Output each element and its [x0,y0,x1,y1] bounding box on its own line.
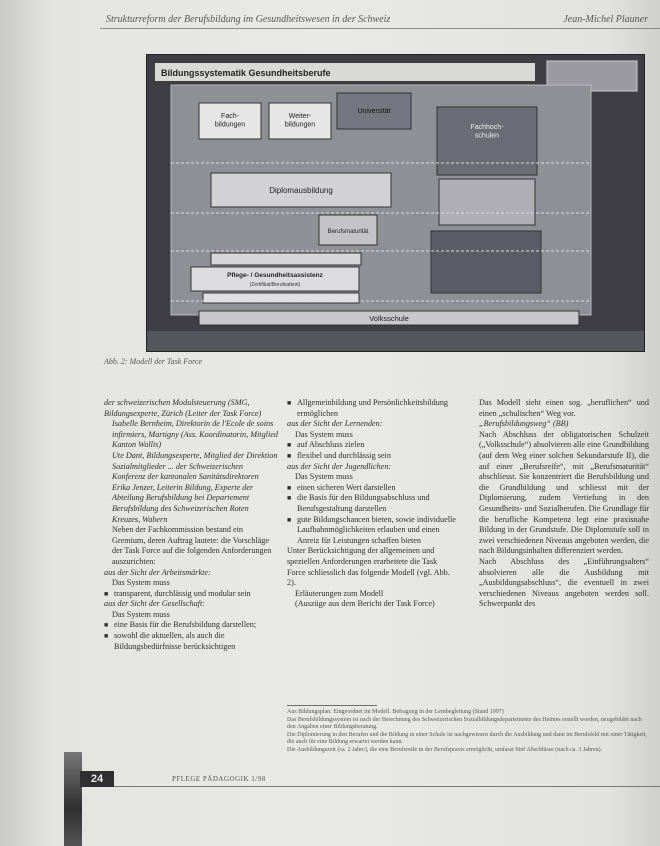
paragraph: (Auszüge aus dem Bericht der Task Force) [295,599,435,609]
box-fachhochschulen [437,107,537,175]
paragraph: ■ einen sicheren Wert darstellen [287,483,457,494]
figure-diagram [147,55,644,351]
text-column-3 [479,398,649,610]
paragraph: aus der Sicht der Jugendlichen: [287,461,392,471]
paragraph: Das System muss [112,578,170,588]
paragraph: Neben der Fachkommission bestand ein Gremium, deren Auftrag lautete: die Vorschläge der Task Force auf die folgenden Anforderungen auszurichten: [112,525,272,566]
paragraph: Das System muss [295,472,353,482]
paragraph: ■ gute Bildungschancen bieten, sowie individuelle Laufbahnmöglichkeiten erlauben und einen Anreiz für Leistungen schaffen bieten [287,515,457,547]
header-rule [100,28,660,29]
running-header-title: Strukturreform der Berufsbildung im Gesundheitswesen in der Schweiz [106,14,391,25]
box-schulischer-weg [431,231,541,293]
paragraph: Das Modell sieht einen sog. „beruflichen“ und einen „schulischen“ Weg vor. [479,398,649,418]
paragraph: aus der Sicht der Gesellschaft: [104,599,205,609]
footer-rule [114,786,660,787]
paragraph: aus der Sicht der Arbeitsmärkte: [104,567,211,577]
box-grundstufe [211,253,361,265]
paragraph: ■ transparent, durchlässig und modular sein [104,589,278,600]
paragraph: Das System muss [112,609,170,619]
text-column-2 [287,398,457,610]
figure-footer-bar [147,331,644,351]
paragraph: ■ flexibel und durchlässig sein [287,451,457,462]
box-universitaet-label: Universität [357,108,391,115]
figure-heading: Bildungssystematik Gesundheitsberufe [161,68,331,78]
text-column-1 [104,398,278,652]
scan-shadow [64,752,82,846]
box-fachhochschulen-label: Fachhoch-schulen [470,124,504,140]
paragraph: Isabelle Bernheim, Direktorin de l'Ecole de soins infirmiers, Martigny (Ass. Koordinatorin, Mitglied Kanton Wallis) [112,419,278,450]
footnote: Das Berufsbildungssystem ist nach der Berechnung des Schweizerischen Sozialbildungsdepartements des Heimes erstellt worden, neugebildet nach den Angaben einer Bildungsberatung. [287,716,642,731]
paragraph: Unter Berücksichtigung der allgemeinen und speziellen Anforderungen erarbeitete die Task Force schliesslich das folgende Modell (vgl. Abb. 2). [287,546,450,588]
footnote-rule [287,705,377,706]
paragraph: Das System muss [295,429,353,439]
page-number-box [80,771,114,787]
figure-caption: Abb. 2: Modell der Task Force [104,357,203,366]
running-header-author: Jean-Michel Plauner [563,14,648,25]
paragraph: Nach Abschluss des „Einführungsalters“ absolvieren alle die Ausbildung mit „Ausbildungsabschluss“, die eventuell in zwei verschiedenen Niveaus angeboten werden soll. Schwerpunkt des [479,556,649,609]
box-berufsmaturitaet-label: Berufsmaturität [327,229,369,235]
paragraph: ■ die Basis für den Bildungsabschluss und Berufsgestaltung darstellen [287,493,457,514]
paragraph: Erläuterungen zum Modell [295,588,384,598]
paragraph: Ute Dant, Bildungsexperte, Mitglied der Direktion Sozialmitglieder ... der Schweizerischen Konferenz der kantonalen Sanitätsdirektoren [112,450,278,482]
box-fh-zulassung [439,179,535,225]
box-weiterbildungen-label: Weiter-bildungen [284,113,316,129]
paragraph: Nach Abschluss der obligatorischen Schulzeit („Volksschule“) absolvieren alle eine Grundbildung (auf dem Weg einer solchen Sekundarstufe II), die auf einer „Berufsreife“, mit „Berufsmaturität“ abschliesst. Sie konzentriert die Berufsbildung und die Grundbildung und schliesst mit der Diplomierung, zudem Vertiefung in den Gesundheits- und Sozialberufen. Die Grundlage für die berufliche Kompetenz legt eine praxisnahe Bildung in der Grundstufe. Die Diplomstufe soll in zwei verschiedenen Niveaus angeboten werden, die nach Bildungsinhalten differenziert werden. [479,429,649,556]
paragraph: Erika Jenzer, Leiterin Bildung, Experte der Abteilung Berufsbildung bei Departement Berufsbildung des Schweizerischen Roten Kreuzes, Wabern [112,482,254,524]
footnote: Aus Bildungsplan: Eingeordnet im Modell. Befragung in der Lernbegleitung (Stand 1997) [287,709,504,715]
footnote: Die Ausbildungszeit (ca. 2 Jahre), die eine Berufsreife in der Berufspraxis ermöglicht, umfasst fünf Abschlüsse (nach ca. 3 Jahren). [287,746,603,753]
paragraph: ■ sowohl die aktuellen, als auch die Bildungsbedürfnisse berücksichtigen [104,631,278,652]
paragraph: ■ eine Basis für die Berufsbildung darstellen; [104,620,278,631]
box-fachbildungen-label: Fach-bildungen [214,113,246,129]
paragraph: aus der Sicht der Lernenden: [287,419,383,429]
box-pflegeassistenz-sublabel: (Zertifikat/Berufsattest) [249,282,301,288]
footnote: Die Diplomierung in den Berufen und die Bildung in einer Schule ist nachgewiesen durch die Ausbildung und dann im Berufsfeld mit einer Tätigkeit, die auch für eine Bildung erwartet werden kann. [287,731,647,746]
paragraph: ■ Allgemeinbildung und Persönlichkeitsbildung ermöglichen [287,398,457,419]
paragraph: der schweizerischen Modulsteuerung (SMG, Bildungsexperte, Zürich (Leiter der Task Force) [104,398,262,418]
education-system-figure [146,54,645,352]
footnotes [287,709,649,755]
box-volksschule-label: Volksschule [369,314,409,323]
box-pflegeassistenz-label: Pflege- / Gesundheitsassistenz [227,272,323,279]
paragraph: ■ auf Abschluss zielen [287,440,457,451]
box-diplomausbildung-label: Diplomausbildung [269,186,333,195]
journal-footer: PFLEGE PÄDAGOGIK 1/98 [172,775,266,783]
paragraph: „Berufsbildungsweg“ (BB) [479,419,569,429]
page-number: 24 [90,773,104,785]
